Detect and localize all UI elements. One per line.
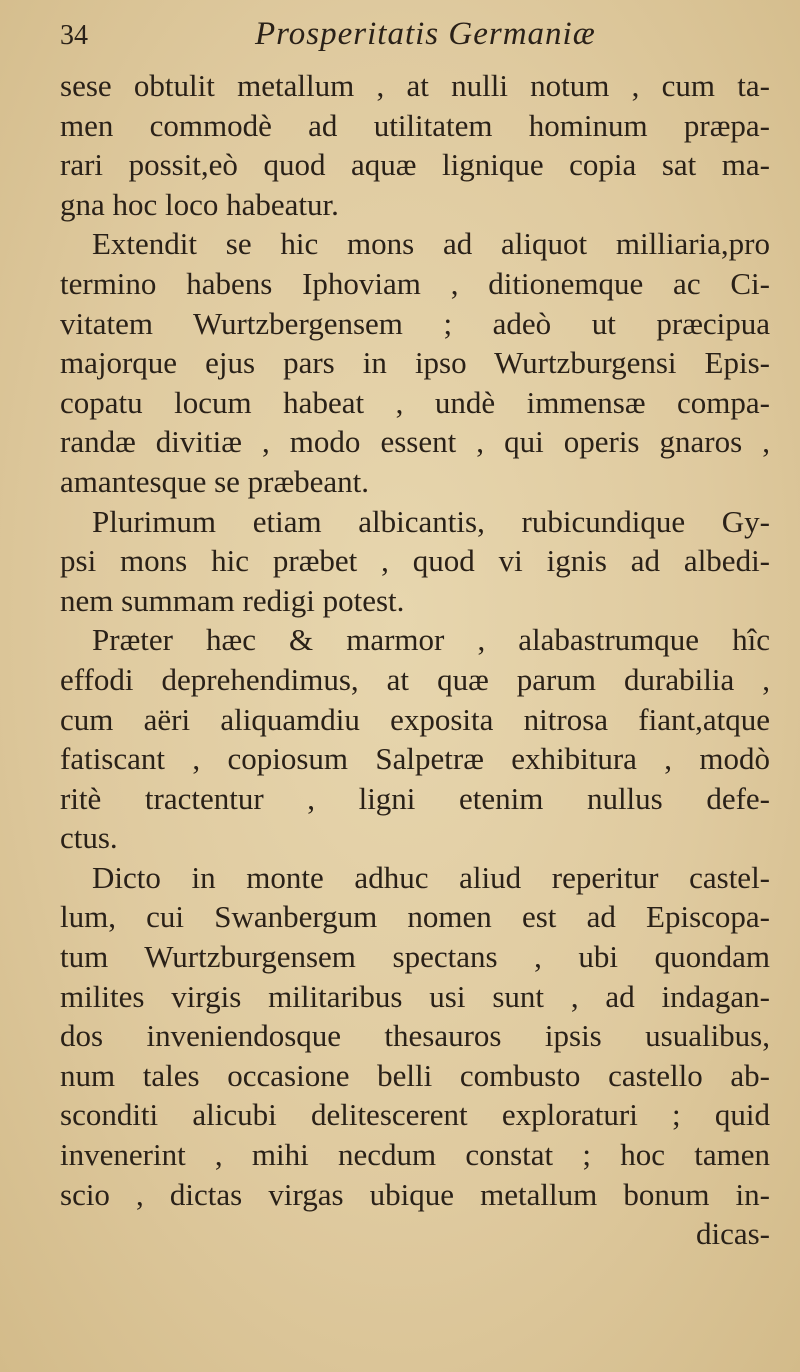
text-line: ritè tractentur , ligni etenim nullus defe- <box>60 780 770 816</box>
text-line: sese obtulit metallum , at nulli notum , cum ta- <box>60 68 770 103</box>
text-line: tum Wurtzburgensem spectans , ubi quondam <box>60 939 770 975</box>
text-line: sconditi alicubi delitescerent exploraturi ; quid <box>60 1097 770 1133</box>
text-line: effodi deprehendimus, at quæ parum durabilia , <box>60 661 770 697</box>
body-text <box>60 66 770 1254</box>
text-line: scio , dictas virgas ubique metallum bonum in- <box>60 1176 770 1212</box>
running-head-title: Prosperitatis Germaniæ <box>255 16 596 52</box>
text-line: rari possit,eò quod aquæ lignique copia sat ma- <box>60 147 770 183</box>
text-line: invenerint , mihi necdum constat ; hoc tamen <box>60 1137 770 1173</box>
text-line: amantesque se præbeant. <box>60 463 370 499</box>
text-line: fatiscant , copiosum Salpetræ exhibitura , modò <box>60 741 770 777</box>
catchword-line: dicas- <box>695 1216 770 1252</box>
text-line: ctus. <box>60 820 118 856</box>
text-line: Plurimum etiam albicantis, rubicundique Gy- <box>92 503 770 539</box>
text-line: dos inveniendosque thesauros ipsis usualibus, <box>60 1018 770 1054</box>
text-line: randæ divitiæ , modo essent , qui operis gnaros , <box>60 424 770 460</box>
page-number: 34 <box>60 20 88 51</box>
text-line: gna hoc loco habeatur. <box>60 186 339 222</box>
text-line: num tales occasione belli combusto castello ab- <box>60 1057 770 1093</box>
text-line: termino habens Iphoviam , ditionemque ac Ci- <box>60 265 770 301</box>
text-line: nem summam redigi potest. <box>60 582 405 618</box>
text-line: cum aëri aliquamdiu exposita nitrosa fiant,atque <box>60 701 770 737</box>
text-line: majorque ejus pars in ipso Wurtzburgensi Epis- <box>60 345 770 381</box>
text-line: Extendit se hic mons ad aliquot milliaria,pro <box>92 226 770 262</box>
text-line: copatu locum habeat , undè immensæ compa- <box>60 384 770 420</box>
text-line: vitatem Wurtzbergensem ; adeò ut præcipua <box>60 305 770 341</box>
text-line: Dicto in monte adhuc aliud reperitur castel- <box>92 859 770 895</box>
text-line: milites virgis militaribus usi sunt , ad indagan- <box>60 978 770 1014</box>
running-head <box>60 16 760 56</box>
text-line: men commodè ad utilitatem hominum præpa- <box>60 107 770 143</box>
text-line: Præter hæc & marmor , alabastrumque hîc <box>92 622 770 658</box>
text-line: lum, cui Swanbergum nomen est ad Episcopa- <box>60 899 770 935</box>
text-line: psi mons hic præbet , quod vi ignis ad albedi- <box>60 543 770 579</box>
